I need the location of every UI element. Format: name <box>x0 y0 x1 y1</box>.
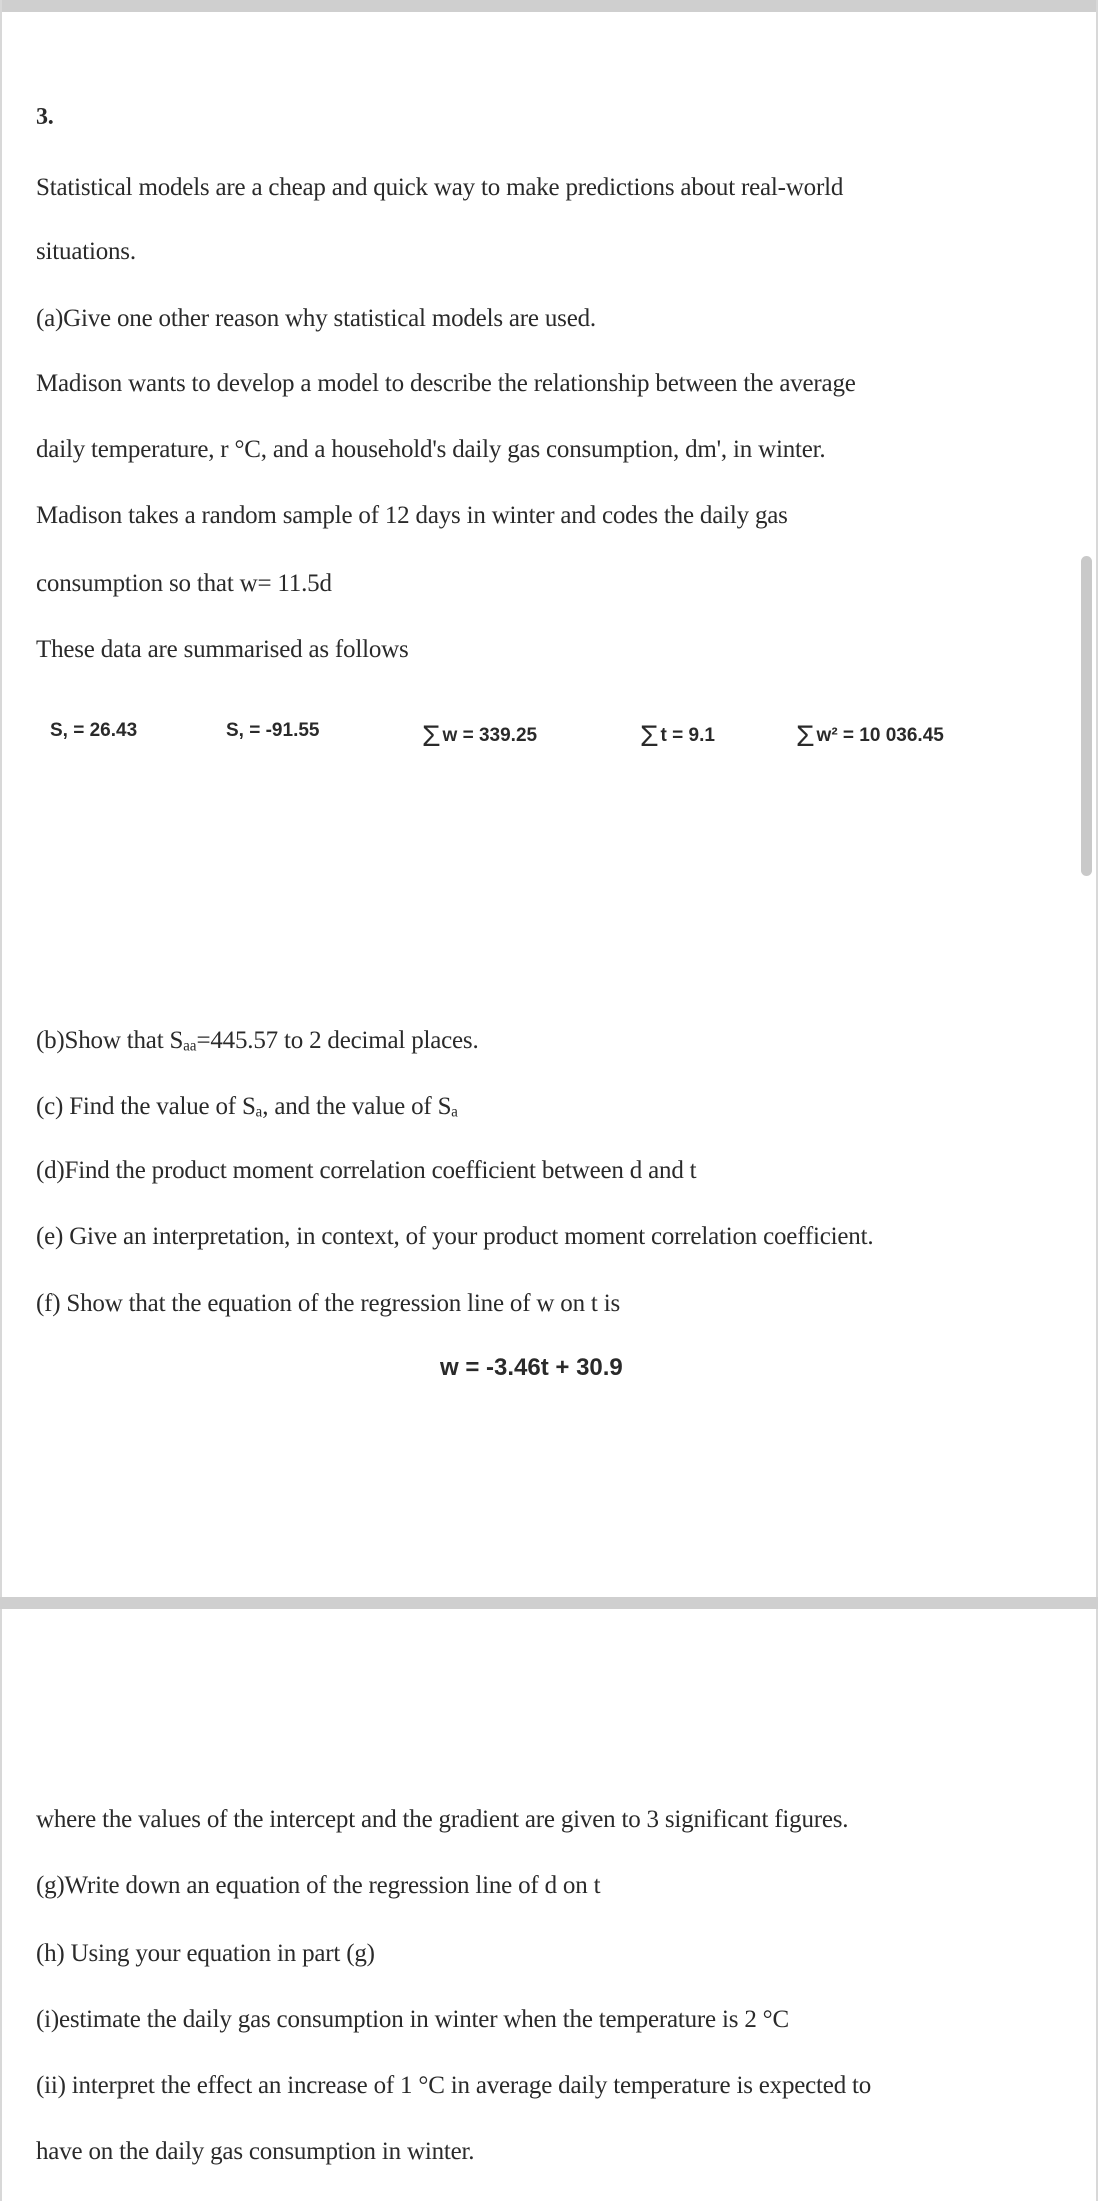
question-number: 3. <box>36 104 54 130</box>
sigma-icon: Σ <box>796 720 815 753</box>
middle-divider-band <box>0 1597 1098 1609</box>
stat-stw: S, = -91.55 <box>226 720 320 741</box>
intro-line-2: situations. <box>36 238 136 265</box>
part-c-text: (c) Find the value of Sₐ, and the value of Sₐ <box>36 1093 458 1120</box>
part-d-text: (d)Find the product moment correlation coefficient between d and t <box>36 1157 697 1184</box>
stat-sum-t: Σt = 9.1 <box>640 720 715 753</box>
stat-stt: S, = 26.43 <box>50 720 138 741</box>
context-line-2: daily temperature, r °C, and a household's daily gas consumption, dm', in winter. <box>36 436 826 463</box>
part-g-text: (g)Write down an equation of the regression line of d on t <box>36 1872 601 1899</box>
part-f-text: (f) Show that the equation of the regression line of w on t is <box>36 1290 620 1317</box>
part-f-note: where the values of the intercept and the gradient are given to 3 significant figures. <box>36 1806 849 1833</box>
sigma-icon: Σ <box>640 720 659 753</box>
intro-line-1: Statistical models are a cheap and quick way to make predictions about real-world <box>36 174 844 201</box>
part-a-text: (a)Give one other reason why statistical models are used. <box>36 305 596 332</box>
scrollbar-thumb[interactable] <box>1081 556 1092 876</box>
stat-sum-w: Σw = 339.25 <box>422 720 538 753</box>
part-e-text: (e) Give an interpretation, in context, of your product moment correlation coefficient. <box>36 1223 874 1250</box>
context-line-5: These data are summarised as follows <box>36 636 409 663</box>
part-h-ii-line-2: have on the daily gas consumption in winter. <box>36 2138 475 2165</box>
context-line-3: Madison takes a random sample of 12 days in winter and codes the daily gas <box>36 502 788 529</box>
part-b-text: (b)Show that Sₐₐ=445.57 to 2 decimal places. <box>36 1027 479 1054</box>
top-divider-band <box>0 0 1098 12</box>
sigma-icon: Σ <box>422 720 441 753</box>
context-line-1: Madison wants to develop a model to describe the relationship between the average <box>36 370 856 397</box>
stat-sum-w2: Σw² = 10 036.45 <box>796 720 944 753</box>
left-border <box>0 0 2 2201</box>
part-h-text: (h) Using your equation in part (g) <box>36 1940 375 1967</box>
regression-equation: w = -3.46t + 30.9 <box>440 1354 623 1381</box>
context-line-4: consumption so that w= 11.5d <box>36 570 332 597</box>
part-h-i-text: (i)estimate the daily gas consumption in winter when the temperature is 2 °C <box>36 2006 789 2033</box>
part-h-ii-line-1: (ii) interpret the effect an increase of 1 °C in average daily temperature is expected to <box>36 2072 872 2099</box>
